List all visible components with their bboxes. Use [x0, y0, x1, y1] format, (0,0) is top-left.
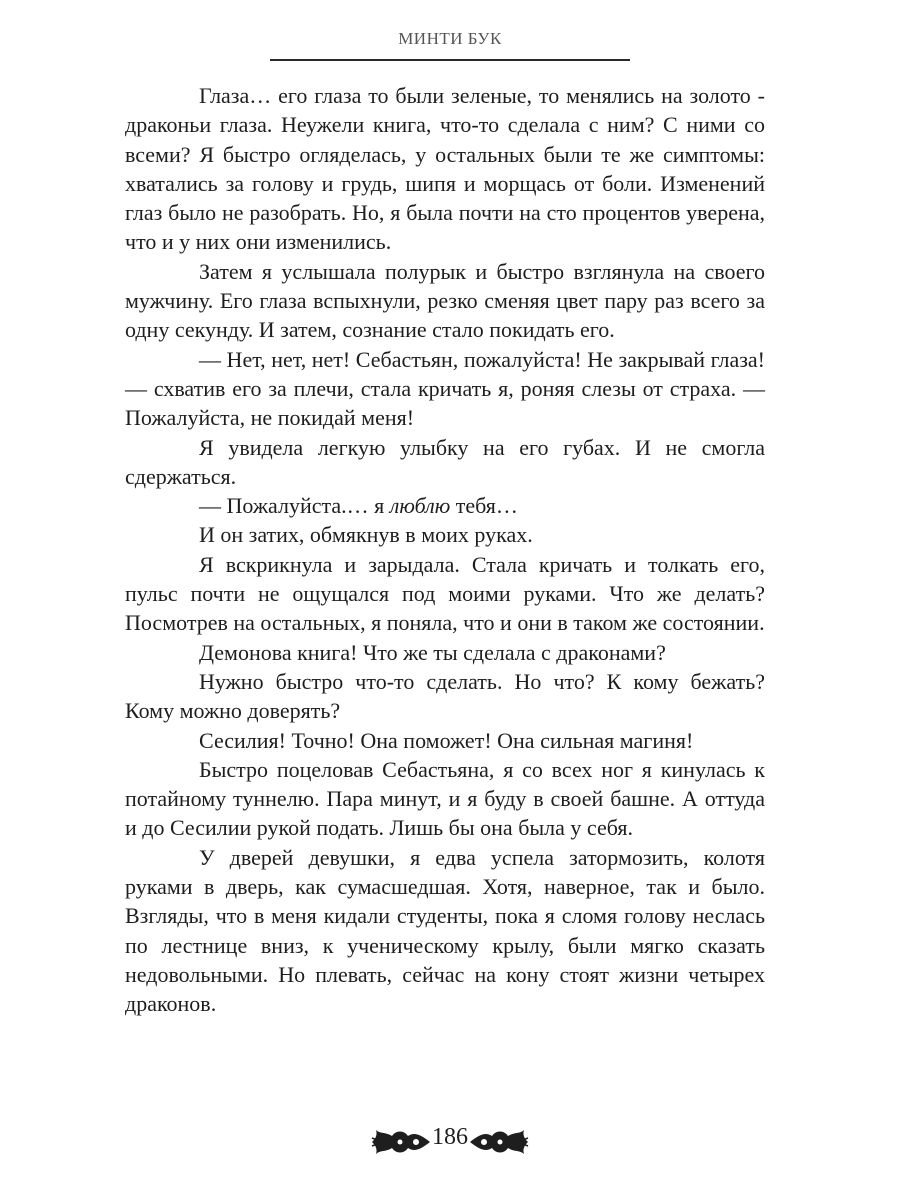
page-number: 186: [432, 1124, 468, 1150]
book-title: МИНТИ БУК: [398, 29, 502, 48]
love-line-before: — Пожалуйста.… я: [199, 493, 390, 519]
header-rule: [270, 59, 630, 61]
paragraph-12: У дверей девушки, я едва успела затормозить, колотя руками в дверь, как сумасшедшая. Хотя, наверное, так и было. Взгляды, что в меня кидали студенты, пока я сломя голову неслась по лестнице вниз, к ученическому крылу, были мягко сказать недовольными. Но плевать, сейчас на кону стоят жизни четырех драконов.: [125, 844, 765, 1017]
paragraph-11: Быстро поцеловав Себастьяна, я со всех ног я кинулась к потайному туннелю. Пара минут, и я буду в своей башне. А оттуда и до Сесилии рукой подать. Лишь бы она была у себя.: [125, 756, 765, 841]
floral-ornament-icon: [370, 1124, 432, 1158]
paragraph-10: Сесилия! Точно! Она поможет! Она сильная магиня!: [199, 727, 694, 753]
paragraph-6: И он затих, обмякнув в моих руках.: [199, 522, 533, 548]
love-line-after: тебя…: [450, 493, 518, 519]
paragraph-4: Я увидела легкую улыбку на его губах. И не смогла сдержаться.: [125, 434, 765, 489]
paragraph-2: Затем я услышала полурык и быстро взглянула на своего мужчину. Его глаза вспыхнули, резко сменяя цвет пару раз всего за одну секунду. И затем, сознание стало покидать его.: [125, 258, 765, 343]
paragraph-7: Я вскрикнула и зарыдала. Стала кричать и толкать его, пульс почти не ощущался под моими руками. Что же делать? Посмотрев на остальных, я поняла, что и они в таком же состоянии.: [125, 551, 765, 636]
paragraph-1: Глаза… его глаза то были зеленые, то менялись на золото - драконьи глаза. Неужели книга, что-то сделала с ним? С ними со всеми? Я быстро огляделась, у остальных были те же симптомы: хватались за голову и грудь, шипя и морщась от боли. Изменений глаз было не разобрать. Но, я была почти на сто процентов уверена, что и у них они изменились.: [125, 83, 765, 255]
page-body: [125, 81, 765, 1019]
floral-ornament-icon: [468, 1124, 530, 1158]
paragraph-9: Нужно быстро что-то сделать. Но что? К кому бежать? Кому можно доверять?: [125, 668, 765, 724]
paragraph-8: Демонова книга! Что же ты сделала с драконами?: [199, 639, 666, 665]
paragraph-love: [125, 491, 765, 520]
page-footer: [370, 1118, 530, 1162]
running-header: [270, 28, 630, 61]
love-line-italic: люблю: [389, 493, 451, 519]
paragraph-3: — Нет, нет, нет! Себастьян, пожалуйста! Не закрывай глаза! — схватив его за плечи, стала кричать я, роняя слезы от страха. — Пожалуйста, не покидай меня!: [125, 346, 765, 431]
